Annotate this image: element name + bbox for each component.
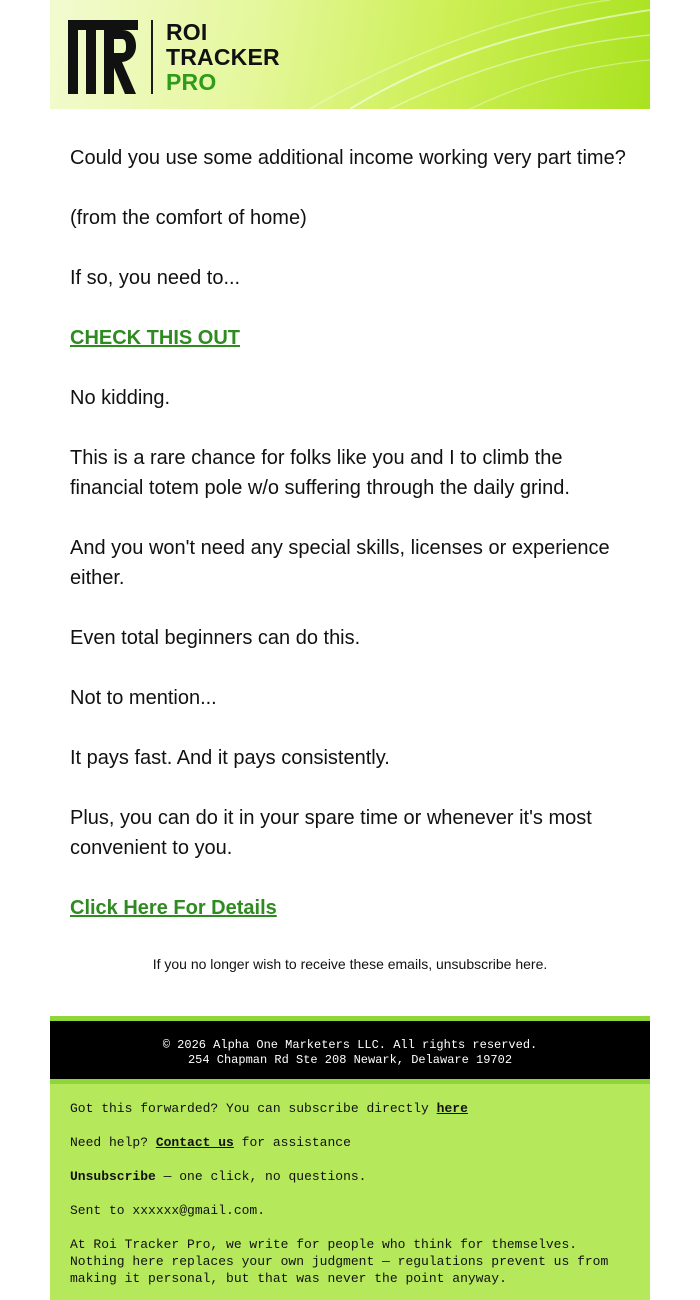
logo-wordmark: [166, 20, 280, 95]
body-paragraph: It pays fast. And it pays consistently.: [70, 747, 390, 769]
body-paragraph: If so, you need to...: [70, 267, 241, 289]
email-body: [70, 143, 635, 953]
footer-copyright: © 2026 Alpha One Marketers LLC. All rights reserved.: [162, 1038, 538, 1052]
body-paragraph: Not to mention...: [70, 687, 217, 709]
email-container: [50, 0, 650, 1300]
body-paragraph: Even total beginners can do this.: [70, 627, 361, 649]
logo-tr-icon: [68, 20, 138, 94]
body-paragraph: Could you use some additional income working very part time?: [70, 147, 626, 169]
body-paragraph: And you won't need any special skills, licenses or experience either.: [70, 537, 610, 589]
logo-line-1: ROI: [166, 19, 208, 45]
contact-us-link[interactable]: Contact us: [155, 1135, 234, 1150]
unsubscribe-notice[interactable]: If you no longer wish to receive these emails, unsubscribe here.: [152, 956, 548, 972]
body-paragraph: No kidding.: [70, 387, 171, 409]
header-swoosh-decoration: [50, 0, 650, 109]
check-this-out-link[interactable]: CHECK THIS OUT: [70, 327, 240, 349]
unsubscribe-link[interactable]: Unsubscribe: [70, 1169, 156, 1184]
subscribe-here-link[interactable]: here: [436, 1101, 468, 1116]
logo-line-2: TRACKER: [166, 44, 280, 70]
body-paragraph: (from the comfort of home): [70, 207, 307, 229]
footer-help-line: Need help? Contact us for assistance: [70, 1135, 351, 1150]
footer-unsubscribe-line: Unsubscribe — one click, no questions.: [70, 1169, 367, 1184]
footer-address: 254 Chapman Rd Ste 208 Newark, Delaware 19702: [187, 1053, 513, 1067]
logo-line-3: PRO: [166, 69, 217, 95]
email-header: [50, 0, 650, 109]
logo-divider: [151, 20, 153, 94]
footer-forwarded-line: Got this forwarded? You can subscribe directly here: [70, 1101, 468, 1116]
click-here-details-link[interactable]: Click Here For Details: [70, 897, 277, 919]
footer-info: [50, 1084, 650, 1300]
footer-disclaimer: At Roi Tracker Pro, we write for people who think for themselves. Nothing here replaces your own judgment — regulations prevent us from making it personal, but that was never the point anyway.: [70, 1237, 609, 1286]
footer-legal-bar: [50, 1016, 650, 1084]
body-paragraph: This is a rare chance for folks like you and I to climb the financial totem pole w/o suffering through the daily grind.: [70, 447, 570, 499]
body-paragraph: Plus, you can do it in your spare time or whenever it's most convenient to you.: [70, 807, 592, 859]
footer-sent-to: Sent to xxxxxx@gmail.com.: [70, 1203, 266, 1218]
